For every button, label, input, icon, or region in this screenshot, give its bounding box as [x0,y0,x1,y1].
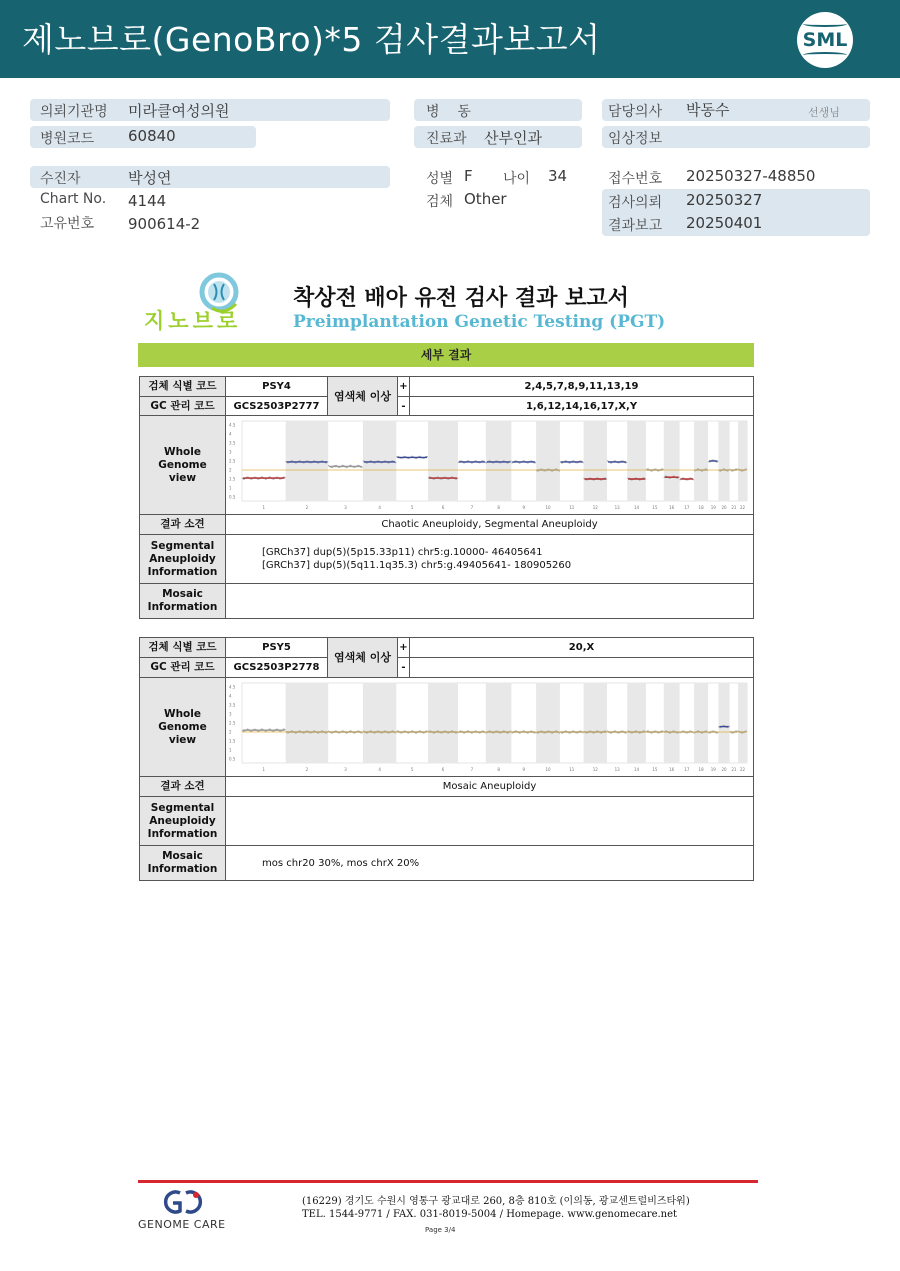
chromosome-tick-label: 11 [569,766,575,772]
chromosome-band [286,683,329,763]
chromosome-tick-label: 15 [652,766,658,772]
y-tick-label: 1.5 [229,476,236,481]
specimen-code-value: PSY5 [226,638,328,658]
y-tick-label: 3 [229,711,232,716]
request-date-label: 검사의뢰 [608,195,663,211]
y-tick-label: 0.5 [229,494,236,499]
chromosome-band [718,421,729,501]
chromosome-tick-label: 20 [721,766,727,772]
chromosome-tick-label: 2 [305,504,309,510]
finding-value: Chaotic Aneuploidy, Segmental Aneuploidy [226,515,754,535]
mosaic-info: mos chr20 30%, mos chrX 20% [226,846,754,881]
mosaic-label: Mosaic Information [140,846,226,881]
y-tick-label: 2.5 [229,720,236,725]
chromosome-tick-label: 21 [731,504,737,510]
y-tick-label: 3.5 [229,440,236,445]
chromosome-band [718,683,729,763]
chromosome-tick-label: 18 [698,504,704,510]
finding-value: Mosaic Aneuploidy [226,777,754,797]
whole-genome-view [226,416,754,515]
chromosome-tick-label: 19 [710,766,716,772]
chromosome-tick-label: 14 [634,504,640,510]
whole-genome-label: Whole Genome view [140,416,226,515]
chromosome-tick-label: 11 [569,504,575,510]
hospital-code-label: 병원코드 [40,131,95,147]
loss-sign: - [398,658,410,678]
gain-sign: + [398,638,410,658]
pgt-title-english: Preimplantation Genetic Testing (PGT) [293,312,666,332]
chromosome-tick-label: 12 [592,766,598,772]
sml-logo [797,12,853,68]
chart-value: 4144 [128,192,167,210]
y-tick-label: 3.5 [229,702,236,707]
y-tick-label: 3 [229,449,232,454]
gc-code-value: GCS2503P2778 [226,658,328,678]
ward-label: 병 동 [426,104,471,120]
chromosome-tick-label: 2 [305,766,309,772]
chromosome-tick-label: 20 [721,504,727,510]
chromosome-tick-label: 6 [441,504,445,510]
genome-care-name: GENOME CARE [138,1218,226,1231]
segmental-info [226,535,754,584]
chromosome-band [584,683,607,763]
chromosome-tick-label: 3 [344,504,347,510]
pgt-title-korean: 착상전 배아 유전 검사 결과 보고서 [293,286,629,311]
doctor-label: 담당의사 [608,104,663,120]
finding-label: 결과 소견 [140,515,226,535]
chromosome-tick-label: 9 [522,766,526,772]
unique-value: 900614-2 [128,215,201,233]
segmental-label: Segmental Aneuploidy Information [140,535,226,584]
gc-code-label: GC 관리 코드 [140,658,226,678]
chromosome-band [536,683,560,763]
dept-value: 산부인과 [484,129,542,147]
contact-line: TEL. 1544-9771 / FAX. 031-8019-5004 / Homepage. www.genomecare.net [302,1209,678,1220]
chromosome-tick-label: 5 [410,504,414,510]
chromosome-tick-label: 3 [344,766,347,772]
chromosome-tick-label: 13 [614,766,620,772]
chromosome-band [627,683,646,763]
segmental-line: [GRCh37] dup(5)(5p15.33p11) chr5:g.10000- 46405641 [262,547,543,558]
loss-chromosomes [410,658,754,678]
chromosome-tick-label: 16 [669,504,675,510]
chromosome-band [738,683,747,763]
chromosome-tick-label: 6 [441,766,445,772]
y-tick-label: 1 [229,485,232,490]
gc-code-label: GC 관리 코드 [140,397,226,416]
report-date-label: 결과보고 [608,218,663,234]
chromosome-tick-label: 1 [262,504,266,510]
doctor-suffix: 선생님 [808,106,840,119]
loss-chromosomes: 1,6,12,14,16,17,X,Y [410,397,754,416]
y-tick-label: 0.5 [229,756,236,761]
clinical-label: 임상정보 [608,131,663,147]
page-number: Page 3/4 [425,1226,456,1234]
whole-genome-view [226,678,754,777]
y-tick-label: 4 [229,693,232,698]
segmental-info [226,797,754,846]
chromosome-tick-label: 15 [652,504,658,510]
chromosome-band [694,683,708,763]
y-tick-label: 2.5 [229,458,236,463]
gain-chromosomes: 20,X [410,638,754,658]
footer-address [302,1195,690,1221]
result-table-sample-1 [139,376,754,619]
section-title: 세부 결과 [138,343,754,367]
hospital-code-value: 60840 [128,127,176,145]
chromosome-tick-label: 9 [522,504,526,510]
chromosome-tick-label: 22 [739,504,746,510]
chromosome-tick-label: 10 [545,766,551,772]
specimen-code-value: PSY4 [226,377,328,397]
y-tick-label: 2 [229,729,232,734]
loss-sign: - [398,397,410,416]
chromosome-band [738,421,747,501]
receipt-value: 20250327-48850 [686,167,816,185]
chromosome-tick-label: 18 [698,766,704,772]
report-title: 제노브로(GenoBro)*5 검사결과보고서 [22,20,601,59]
chromosome-band [536,421,560,501]
sex-label: 성별 [426,171,454,187]
address-line: (16229) 경기도 수원시 영통구 광교대로 260, 8층 810호 (이의동, 광교센트럴비즈타워) [302,1196,690,1207]
chromosome-band [627,421,646,501]
patient-value: 박성연 [128,169,172,187]
sml-logo-text: SML [802,29,848,51]
y-tick-label: 4 [229,431,232,436]
chromosome-tick-label: 4 [378,504,381,510]
chromosome-abnormality-label: 염색체 이상 [328,377,398,416]
chromosome-tick-label: 4 [378,766,381,772]
sex-value: F [464,167,473,185]
chromosome-band [428,683,458,763]
y-tick-label: 1 [229,747,232,752]
mosaic-label: Mosaic Information [140,584,226,619]
genome-plot-sample-1 [226,417,753,514]
chromosome-tick-label: 13 [614,504,620,510]
report-date-value: 20250401 [686,214,763,232]
receipt-label: 접수번호 [608,171,663,187]
chromosome-band [428,421,458,501]
result-table-sample-2 [139,637,754,881]
chromosome-tick-label: 21 [731,766,737,772]
requester-label: 의뢰기관명 [40,104,108,120]
chromosome-abnormality-label: 염색체 이상 [328,638,398,678]
chromosome-band [486,683,512,763]
gain-chromosomes: 2,4,5,7,8,9,11,13,19 [410,377,754,397]
chromosome-band [664,683,680,763]
patient-label: 수진자 [40,171,81,187]
dept-label: 진료과 [426,131,467,147]
mosaic-info [226,584,754,619]
report-header [0,0,900,78]
requester-value: 미라클여성의원 [128,102,230,120]
chromosome-tick-label: 17 [684,766,690,772]
specimen-value: Other [464,190,507,208]
y-tick-label: 2 [229,467,232,472]
chromosome-tick-label: 19 [710,504,716,510]
specimen-code-label: 검체 식별 코드 [140,638,226,658]
request-date-value: 20250327 [686,191,763,209]
whole-genome-label: Whole Genome view [140,678,226,777]
doctor-value: 박동수 [686,101,730,119]
y-tick-label: 4.5 [229,684,236,689]
chromosome-tick-label: 10 [545,504,551,510]
segmental-line: [GRCh37] dup(5)(5q11.1q35.3) chr5:g.49405641- 180905260 [262,560,572,571]
y-tick-label: 1.5 [229,738,236,743]
specimen-code-label: 검체 식별 코드 [140,377,226,397]
gain-sign: + [398,377,410,397]
chromosome-tick-label: 7 [470,504,474,510]
chromosome-band [363,683,396,763]
chromosome-tick-label: 8 [497,504,500,510]
chromosome-band [694,421,708,501]
chromosome-tick-label: 1 [262,766,266,772]
chromosome-band [584,421,607,501]
gc-code-value: GCS2503P2777 [226,397,328,416]
chromosome-band [664,421,680,501]
segmental-label: Segmental Aneuploidy Information [140,797,226,846]
chromosome-tick-label: 8 [497,766,500,772]
chromosome-tick-label: 16 [669,766,675,772]
chromosome-tick-label: 5 [410,766,414,772]
genome-care-logo-icon [160,1189,206,1215]
chromosome-tick-label: 22 [739,766,746,772]
age-label: 나이 [503,171,531,187]
chromosome-tick-label: 7 [470,766,474,772]
chart-label: Chart No. [40,191,107,207]
specimen-label: 검체 [426,194,454,210]
y-tick-label: 4.5 [229,422,236,427]
genobro-brand: 지노브로 [144,309,242,333]
footer-divider [138,1180,758,1183]
age-value: 34 [548,167,568,185]
chromosome-tick-label: 14 [634,766,640,772]
genome-plot-sample-2 [226,679,753,776]
chromosome-tick-label: 12 [592,504,598,510]
chromosome-tick-label: 17 [684,504,690,510]
finding-label: 결과 소견 [140,777,226,797]
unique-label: 고유번호 [40,216,95,232]
